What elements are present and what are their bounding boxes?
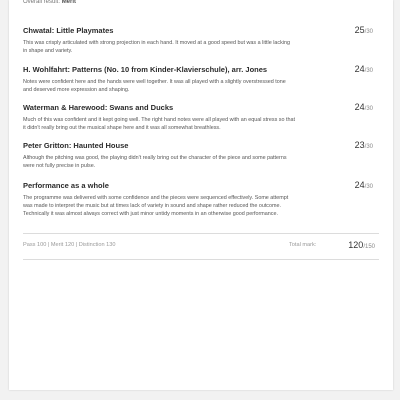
grade-thresholds: Pass 100 | Merit 120 | Distinction 130 (23, 242, 116, 248)
section-mark-out-of: /30 (364, 184, 373, 190)
total-mark (348, 240, 375, 250)
total-mark-out-of: /150 (363, 244, 375, 250)
section-mark (355, 25, 373, 35)
section-mark-value: 23 (354, 140, 365, 150)
section-comment: The programme was delivered with some confidence and the pieces were sequenced effectively. Some attempt was made to interpret the music but at times lack of variety in sound and shape rather reduced the outcome. Technically it was almost always correct with just minor untidy moments in an otherwise good performance. (23, 195, 289, 217)
section-comment: This was crisply articulated with strong projection in each hand. It moved at a good speed but was a little lacking in shape and variety. (23, 40, 290, 54)
section-mark-value: 24 (354, 102, 365, 112)
total-mark-label: Total mark: (289, 242, 317, 248)
results-page (9, 0, 393, 390)
overall-result (23, 0, 76, 5)
section-comment: Much of this was confident and it kept going well. The right hand notes were all played with an equal stress so that it didn't really bring out the musical shape here and it was all somewhat breathless. (23, 117, 295, 131)
section-mark-value: 24 (354, 180, 365, 190)
section-comment: Notes were confident here and the hands were well together. It was all played with a slightly overstressed tone and deserved more expression and shaping. (23, 79, 286, 93)
section-title: Peter Gritton: Haunted House (23, 141, 129, 150)
footer-divider-bottom (23, 259, 379, 260)
section-mark-value: 24 (354, 64, 365, 74)
section-comment: Although the pitching was good, the playing didn't really bring out the character of the piece and some patterns were not fully precise in pulse. (23, 155, 287, 169)
section-mark (355, 64, 373, 74)
section-mark-out-of: /30 (364, 106, 373, 112)
section-mark (355, 180, 373, 190)
section-mark (355, 140, 373, 150)
overall-result-label: Overall result: (23, 0, 61, 5)
footer-divider (23, 233, 379, 234)
section-mark-out-of: /30 (364, 29, 373, 35)
section-mark-out-of: /30 (364, 144, 373, 150)
total-mark-value: 120 (348, 240, 364, 250)
overall-result-value: Merit (61, 0, 77, 5)
section-title: H. Wohlfahrt: Patterns (No. 10 from Kinder-Klavierschule), arr. Jones (23, 65, 268, 74)
section-mark-value: 25 (354, 25, 365, 35)
section-title: Performance as a whole (23, 181, 109, 190)
section-mark (355, 102, 373, 112)
section-title: Waterman & Harewood: Swans and Ducks (23, 103, 174, 112)
section-mark-out-of: /30 (364, 68, 373, 74)
section-title: Chwatal: Little Playmates (23, 26, 114, 35)
